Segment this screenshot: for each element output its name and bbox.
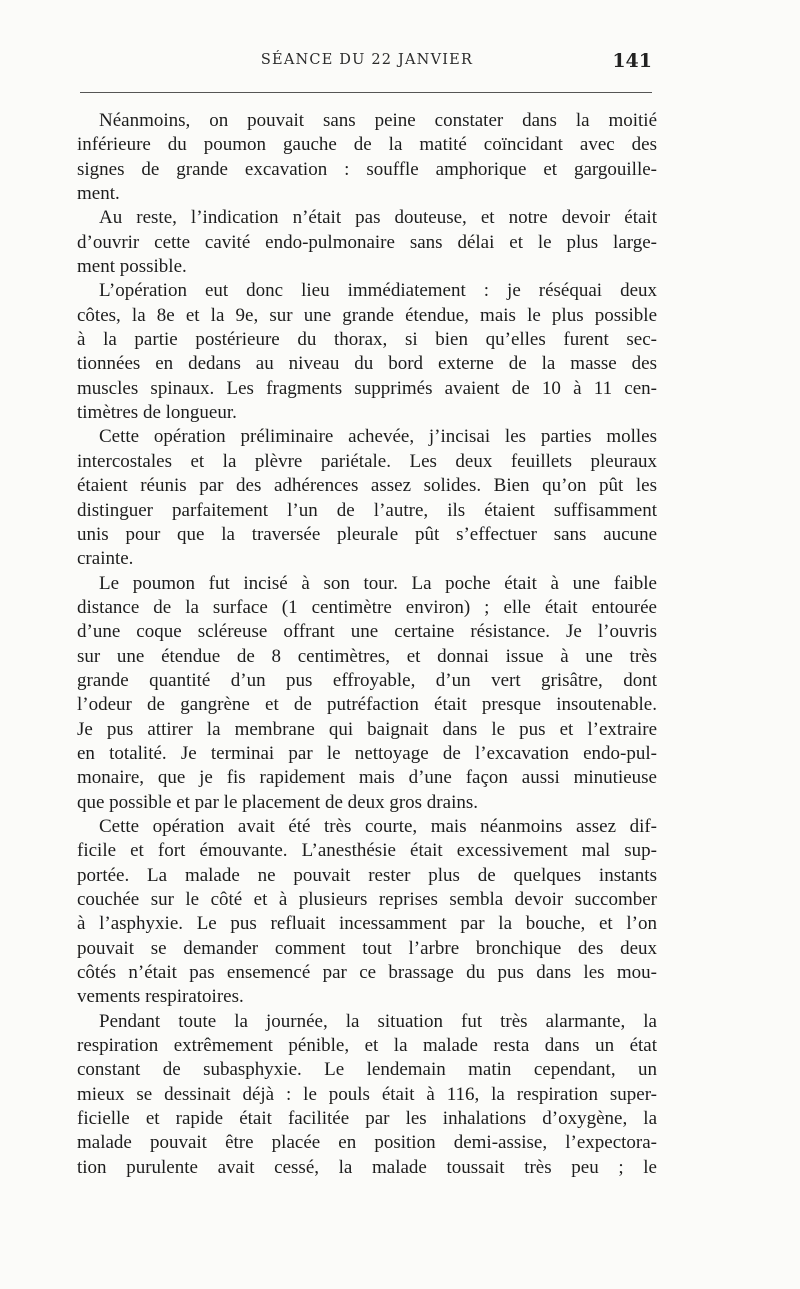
text-line: monaire, que je fis rapidement mais d’une façon aussi minutieuse — [77, 767, 657, 789]
page-header — [78, 52, 656, 78]
text-line: l’odeur de gangrène et de putréfaction était presque insoutenable. — [77, 694, 657, 716]
text-line: ment possible. — [77, 256, 187, 278]
text-line: muscles spinaux. Les fragments supprimés avaient de 10 à 11 cen- — [77, 377, 657, 399]
text-line: intercostales et la plèvre pariétale. Les deux feuillets pleuraux — [77, 450, 657, 472]
text-line: inférieure du poumon gauche de la matité coïncidant avec des — [77, 134, 657, 156]
text-line: côtés n’était pas ensemencé par ce brassage du pus dans les mou- — [77, 962, 657, 984]
header-rule — [80, 92, 652, 93]
text-line: Au reste, l’indication n’était pas douteuse, et notre devoir était — [99, 207, 657, 229]
text-line: à la partie postérieure du thorax, si bien qu’elles furent sec- — [77, 329, 657, 351]
text-line: unis pour que la traversée pleurale pût s’effectuer sans aucune — [77, 523, 657, 545]
text-line: Cette opération avait été très courte, mais néanmoins assez dif- — [99, 815, 657, 837]
text-line: d’ouvrir cette cavité endo-pulmonaire sans délai et le plus large- — [77, 231, 657, 253]
text-line: tion purulente avait cessé, la malade toussait très peu ; le — [77, 1156, 657, 1178]
text-line: côtes, la 8e et la 9e, sur une grande étendue, mais le plus possible — [77, 304, 657, 326]
text-line: Je pus attirer la membrane qui baignait dans le pus et l’extraire — [77, 718, 657, 740]
text-line: tionnées en dedans au niveau du bord externe de la masse des — [77, 353, 657, 375]
text-line: distance de la surface (1 centimètre environ) ; elle était entourée — [77, 596, 657, 618]
text-line: Pendant toute la journée, la situation fut très alarmante, la — [99, 1010, 657, 1032]
text-line: constant de subasphyxie. Le lendemain matin cependant, un — [77, 1059, 657, 1081]
text-line: à l’asphyxie. Le pus refluait incessamment par la bouche, et l’on — [77, 913, 657, 935]
text-line: ficielle et rapide était facilitée par les inhalations d’oxygène, la — [77, 1108, 657, 1130]
text-line: vements respiratoires. — [77, 986, 244, 1008]
text-line: en totalité. Je terminai par le nettoyage de l’excavation endo-pul- — [77, 742, 657, 764]
text-line: Le poumon fut incisé à son tour. La poche était à une faible — [99, 572, 657, 594]
text-line: sur une étendue de 8 centimètres, et donnai issue à une très — [77, 645, 657, 667]
page-number: 141 — [612, 50, 652, 72]
text-line: que possible et par le placement de deux gros drains. — [77, 791, 478, 813]
running-head: SÉANCE DU 22 JANVIER — [260, 52, 474, 68]
text-line: portée. La malade ne pouvait rester plus de quelques instants — [77, 864, 657, 886]
text-line: mieux se dessinait déjà : le pouls était à 116, la respiration super- — [77, 1083, 657, 1105]
text-line: étaient réunis par des adhérences assez solides. Bien qu’on pût les — [77, 475, 657, 497]
text-line: malade pouvait être placée en position demi-assise, l’expectora- — [77, 1132, 657, 1154]
text-line: respiration extrêmement pénible, et la malade resta dans un état — [77, 1035, 657, 1057]
text-line: d’une coque scléreuse offrant une certaine résistance. Je l’ouvris — [77, 621, 657, 643]
text-line: couchée sur le côté et à plusieurs reprises sembla devoir succomber — [77, 889, 657, 910]
text-line: signes de grande excavation : souffle amphorique et gargouille- — [77, 158, 657, 180]
text-line: pouvait se demander comment tout l’arbre bronchique des deux — [77, 937, 657, 959]
text-line: ficile et fort émouvante. L’anesthésie était excessivement mal sup- — [77, 840, 657, 862]
text-line: timètres de longueur. — [77, 402, 237, 424]
text-line: Cette opération préliminaire achevée, j’incisai les parties molles — [99, 426, 657, 448]
text-line: ment. — [77, 183, 120, 205]
body-text — [77, 109, 657, 1180]
text-line: L’opération eut donc lieu immédiatement : je réséquai deux — [99, 280, 657, 302]
text-line: crainte. — [77, 548, 134, 570]
text-line: grande quantité d’un pus effroyable, d’un vert grisâtre, dont — [77, 669, 657, 691]
text-line: distinguer parfaitement l’un de l’autre, ils étaient suffisamment — [77, 499, 657, 521]
text-line: Néanmoins, on pouvait sans peine constater dans la moitié — [99, 110, 657, 131]
